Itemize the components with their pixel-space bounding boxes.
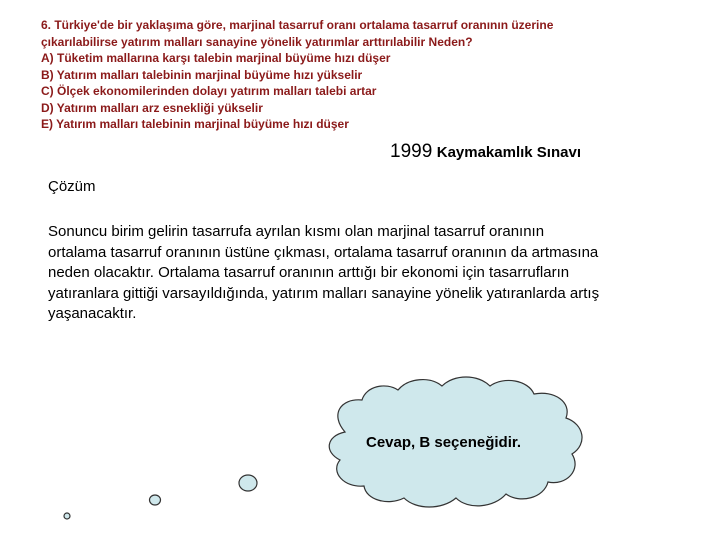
exam-year: 1999	[390, 141, 433, 162]
solution-line-5: yaşanacaktır.	[48, 305, 137, 322]
answer-text: Cevap, B seçeneğidir.	[366, 434, 522, 451]
option-e: E) Yatırım malları talebinin marjinal büyüme hızı düşer	[41, 117, 349, 131]
question-stem-line-2: çıkarılabilirse yatırım malları sanayine yönelik yatırımlar arttırılabilir Neden?	[41, 34, 473, 49]
thought-bubble-large	[239, 475, 257, 491]
option-a: A) Tüketim mallarına karşı talebin marjinal büyüme hızı düşer	[41, 51, 391, 65]
exam-name: Kaymakamlık Sınavı	[436, 144, 581, 161]
solution-line-3: neden olacaktır. Ortalama tasarruf oranının arttığı bir ekonomi için tasarrufların	[48, 264, 570, 281]
thought-bubble-medium	[150, 495, 161, 505]
solution-line-2: ortalama tasarruf oranının üstüne çıkması, ortalama tasarruf oranının da artmasına	[48, 243, 599, 261]
solution-heading: Çözüm	[48, 178, 96, 195]
option-b: B) Yatırım malları talebinin marjinal büyüme hızı yükselir	[41, 67, 363, 82]
solution-line-4: yatıranlara gittiği varsayıldığında, yatırım malları sanayine yönelik yatıranlarda artış	[48, 284, 600, 302]
question-stem-line-1: 6. Türkiye'de bir yaklaşıma göre, marjinal tasarruf oranı ortalama tasarruf oranının üzerine	[41, 18, 554, 32]
option-c: C) Ölçek ekonomilerinden dolayı yatırım malları talebi artar	[41, 84, 377, 98]
option-d: D) Yatırım malları arz esnekliği yükselir	[41, 100, 263, 115]
thought-bubble-small	[64, 513, 70, 519]
solution-line-1: Sonuncu birim gelirin tasarrufa ayrılan kısmı olan marjinal tasarruf oranının	[48, 223, 545, 240]
